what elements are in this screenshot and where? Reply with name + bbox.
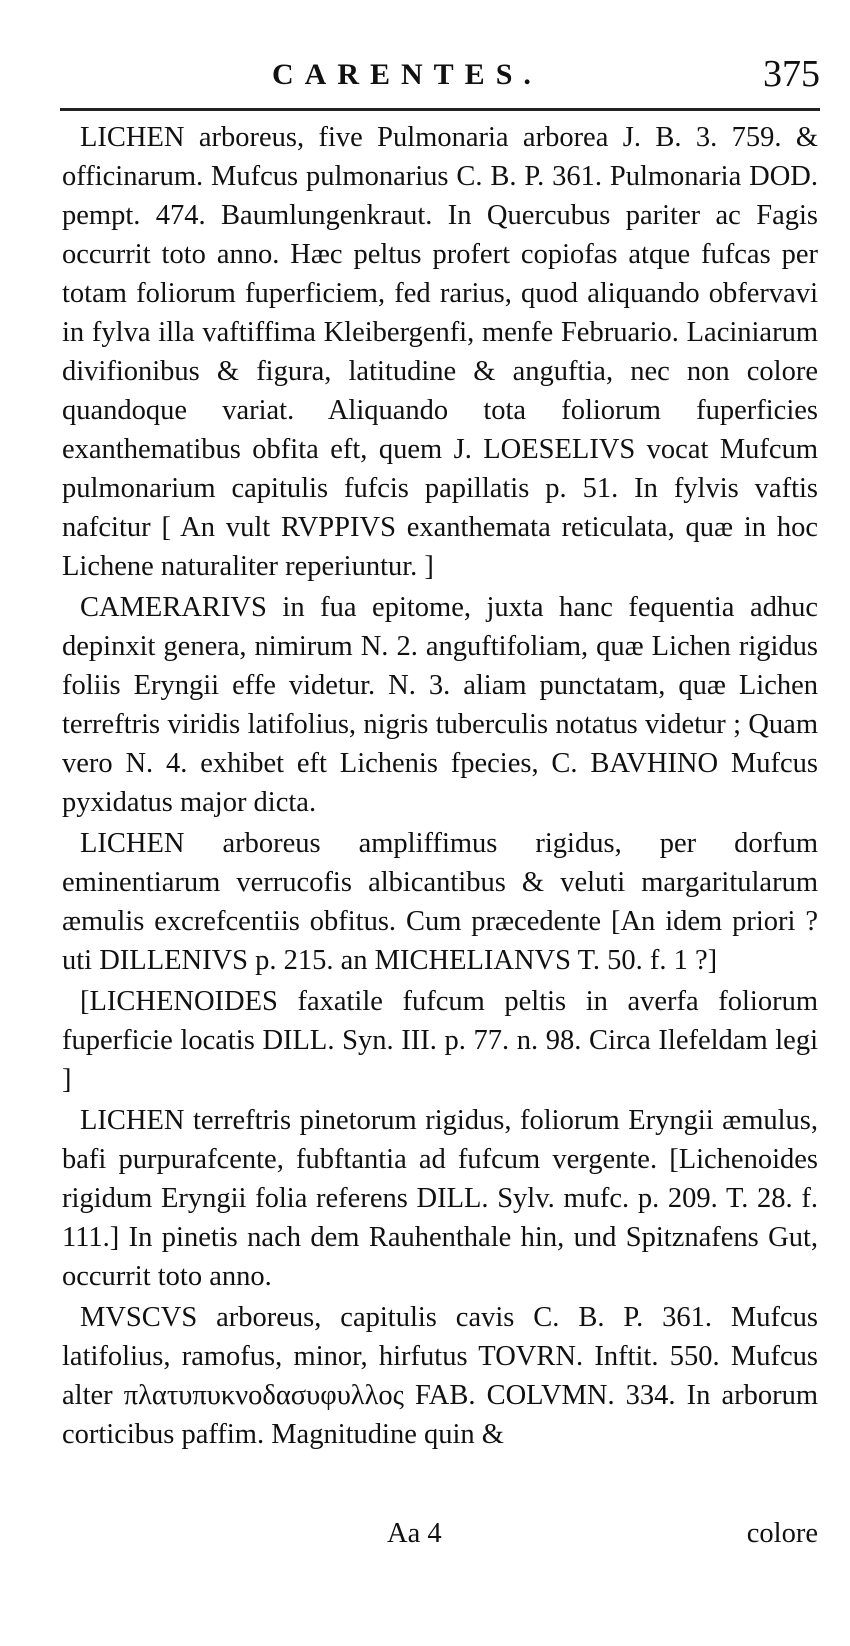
main-text — [62, 118, 818, 1456]
running-title: CARENTES. — [272, 58, 542, 91]
paragraph-lichen-terrestris: LICHEN terreftris pinetorum rigidus, foliorum Eryngii æmulus, bafi purpurafcente, fubftantia ad fufcum vergente. [Lichenoides rigidum Eryngii folia referens DILL. Sylv. mufc. p. 209. T. 28. f. 111.] In pinetis nach dem Rauhenthale hin, und Spitznafens Gut, occurrit toto anno. — [62, 1105, 818, 1292]
paragraph-lichenoides: [LICHENOIDES faxatile fufcum peltis in averfa foliorum fuperficie locatis DILL. Syn. III. p. 77. n. 98. Circa Ilefeldam legi ] — [62, 986, 818, 1095]
page-footer — [62, 1518, 818, 1562]
paragraph-lichen-arboreus: LICHEN arboreus, five Pulmonaria arborea J. B. 3. 759. & officinarum. Mufcus pulmonarius C. B. P. 361. Pulmonaria DOD. pempt. 474. Baumlungenkraut. In Quercubus pariter ac Fagis occurrit toto anno. Hæc peltus profert copiofas atque fufcas per totam foliorum fuperficiem, fed rarius, quod aliquando obfervavi in fylva illa vaftiffima Kleibergenfi, menfe Februario. Laciniarum divifionibus & figura, latitudine & anguftia, nec non colore quandoque variat. Aliquando tota foliorum fuperficies exanthematibus obfita eft, quem J. LOESELIVS vocat Mufcum pulmonarium capitulis fufcis papillatis p. 51. In fylvis vaftis nafcitur [ An vult RVPPIVS exanthemata reticulata, quæ in hoc Lichene naturaliter reperiuntur. ] — [62, 122, 818, 582]
signature-mark: Aa 4 — [387, 1518, 442, 1549]
paragraph-camerarius: CAMERARIVS in fua epitome, juxta hanc fequentia adhuc depinxit genera, nimirum N. 2. anguftifoliam, quæ Lichen rigidus foliis Eryngii effe videtur. N. 3. aliam punctatam, quæ Lichen terreftris viridis latifolius, nigris tuberculis notatus videtur ; Quam vero N. 4. exhibet eft Lichenis fpecies, C. BAVHINO Mufcus pyxidatus major dicta. — [62, 592, 818, 818]
catchword: colore — [746, 1518, 818, 1549]
page-number: 375 — [763, 53, 820, 95]
header-rule — [60, 108, 820, 111]
page-header — [60, 52, 820, 102]
paragraph-lichen-amplissimus: LICHEN arboreus ampliffimus rigidus, per dorfum eminentiarum verrucofis albicantibus & veluti margaritularum æmulis excrefcentiis obfitus. Cum præcedente [An idem priori ? uti DILLENIVS p. 215. an MICHELIANVS T. 50. f. 1 ?] — [62, 828, 818, 976]
paragraph-muscus-arboreus: MVSCVS arboreus, capitulis cavis C. B. P. 361. Mufcus latifolius, ramofus, minor, hirfutus TOVRN. Inftit. 550. Mufcus alter πλατυπυκνοδασυφυλλος FAB. COLVMN. 334. In arborum corticibus paffim. Magnitudine quin & — [62, 1302, 818, 1450]
